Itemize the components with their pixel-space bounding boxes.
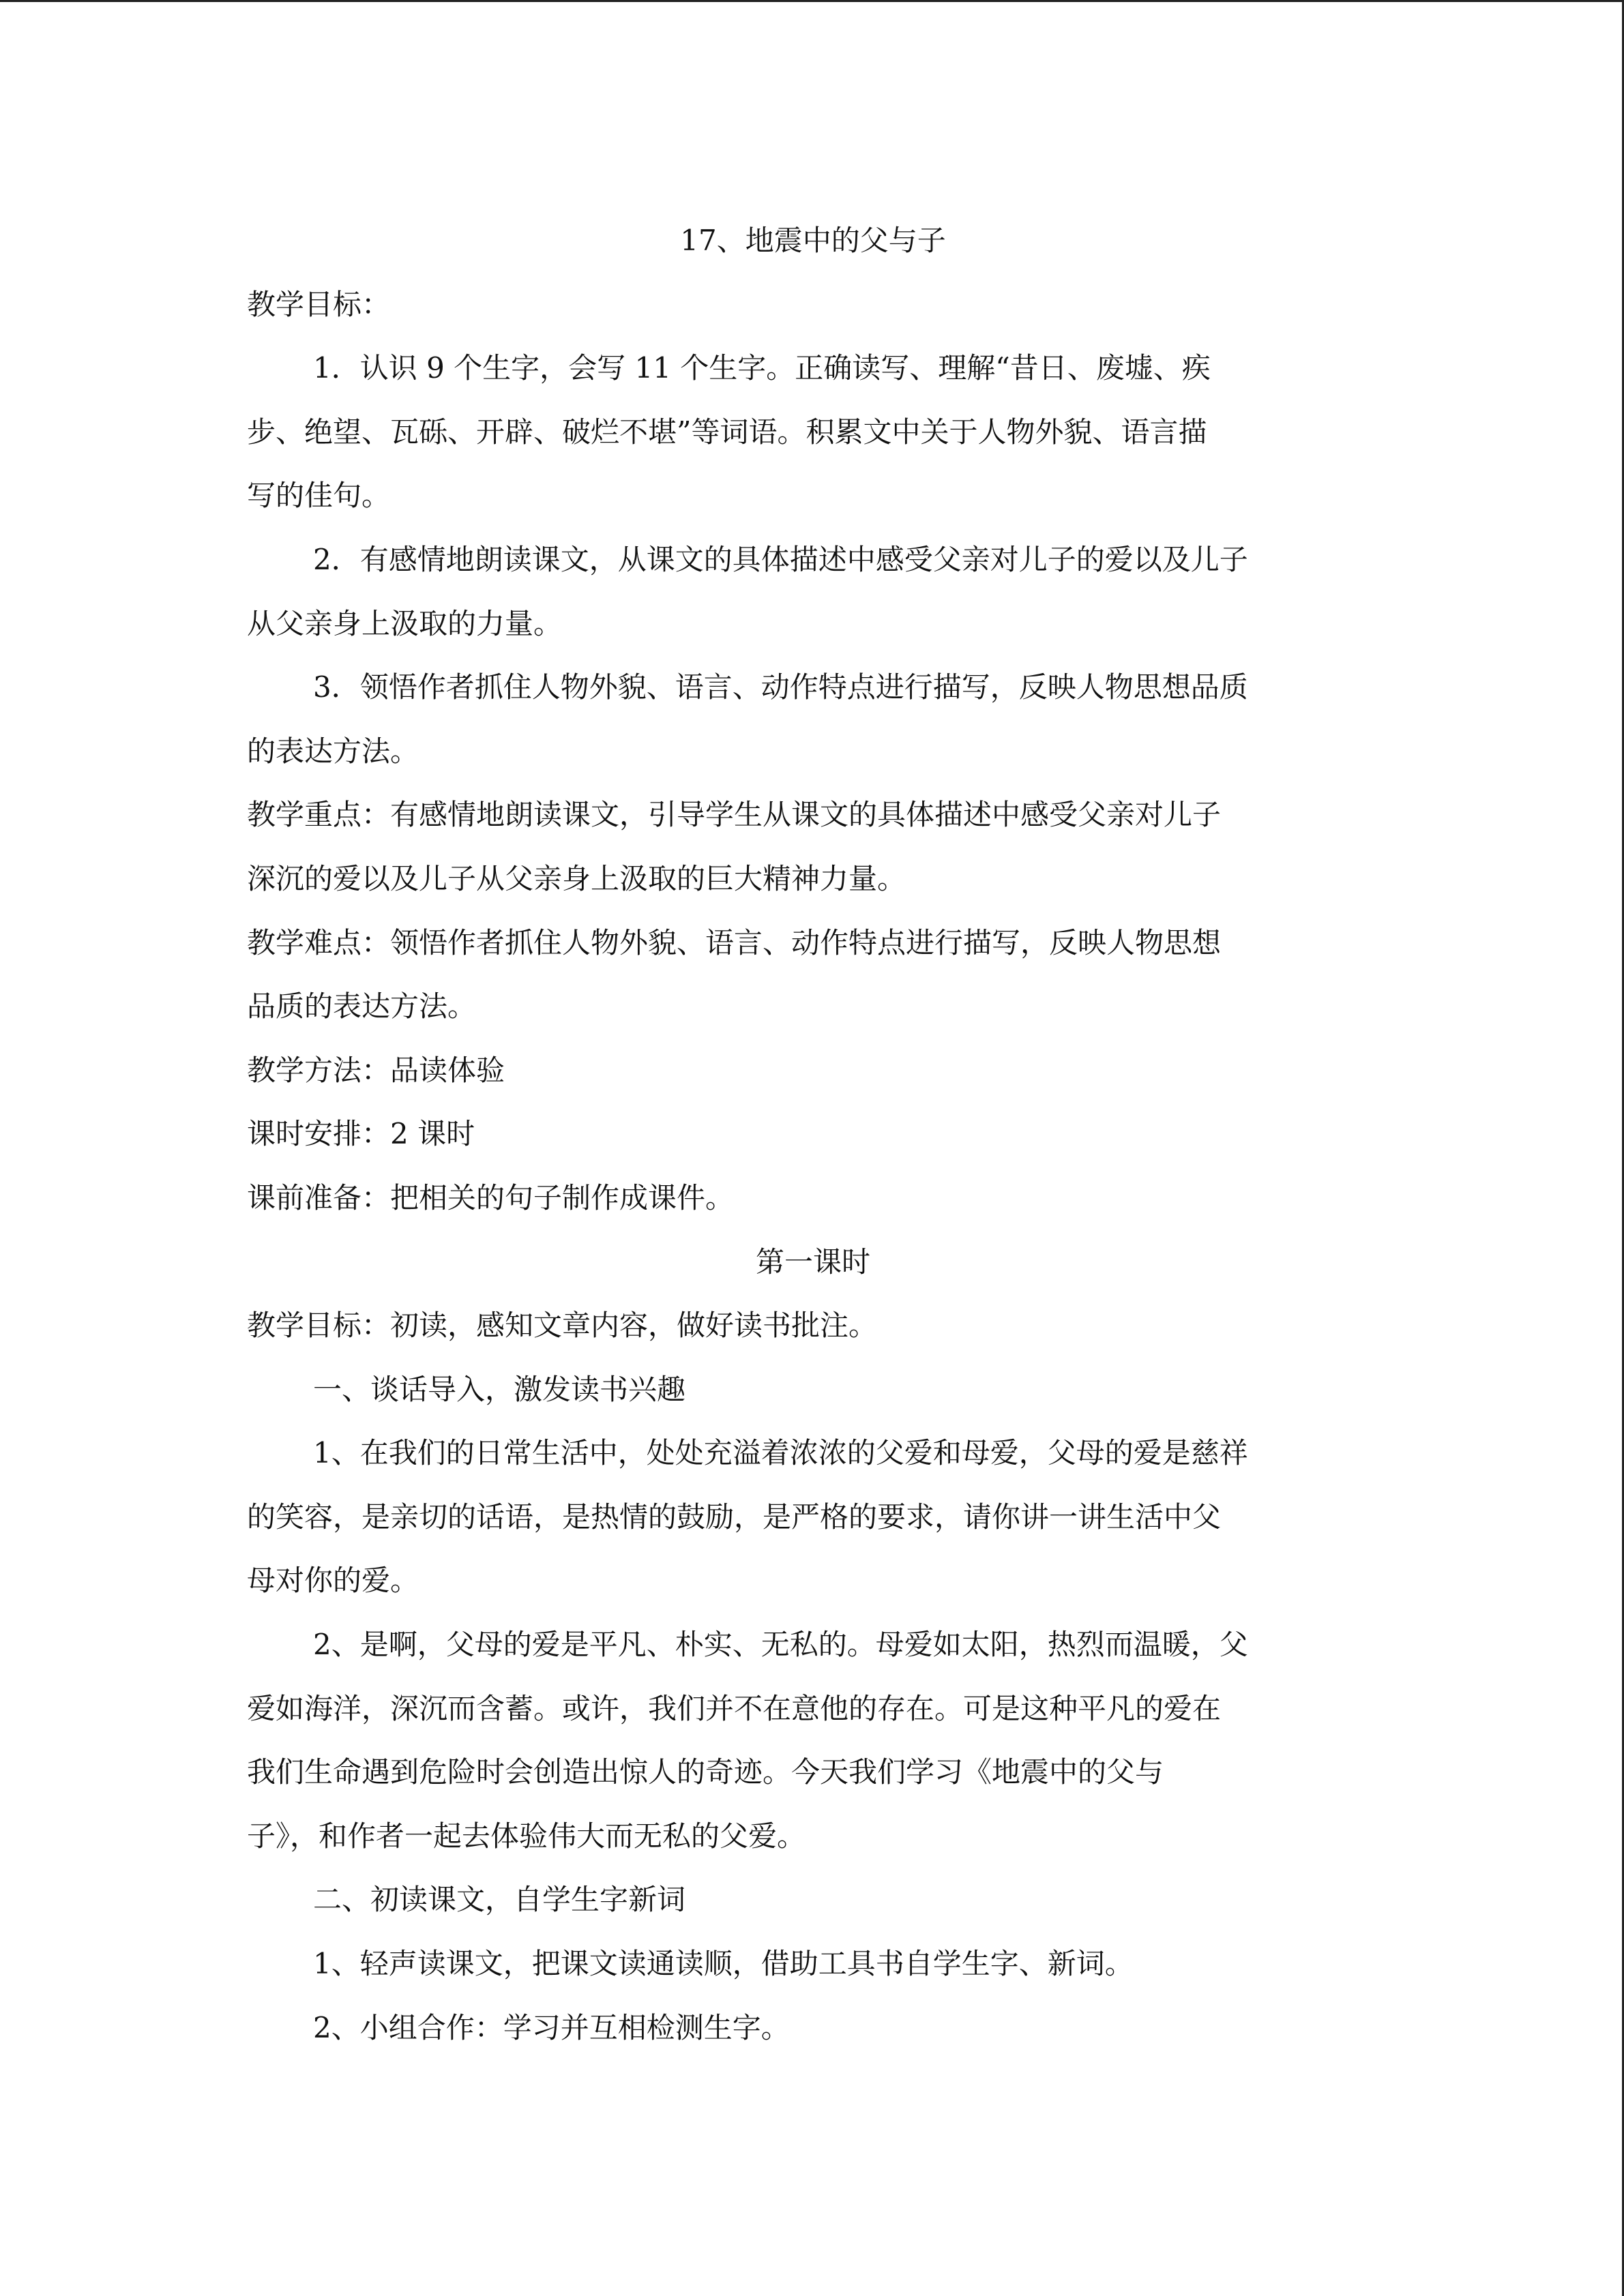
objective-1-line-1: 1．认识 9 个生字，会写 11 个生字。正确读写、理解“昔日、废墟、疾 [313,351,1211,385]
preparation: 课前准备：把相关的句子制作成课件。 [247,1180,735,1214]
objective-3-line-1: 3．领悟作者抓住人物外貌、语言、动作特点进行描写，反映人物思想品质 [313,670,1248,704]
section-1-item-2-line-3: 我们生命遇到危险时会创造出惊人的奇迹。今天我们学习《地震中的父与 [247,1755,1164,1789]
lesson-one-objective: 教学目标：初读，感知文章内容，做好读书批注。 [247,1309,878,1343]
objective-2-line-2: 从父亲身上汲取的力量。 [247,606,563,640]
key-point-line-2: 深沉的爱以及儿子从父亲身上汲取的巨大精神力量。 [247,861,906,895]
objective-2-line-1: 2．有感情地朗读课文，从课文的具体描述中感受父亲对儿子的爱以及儿子 [313,542,1248,576]
objectives-heading: 教学目标： [247,287,391,321]
difficulty-line-2: 品质的表达方法。 [247,989,477,1024]
section-1-item-2-line-1: 2、是啊，父母的爱是平凡、朴实、无私的。母爱如太阳，热烈而温暖，父 [313,1628,1248,1662]
document-title: 17、地震中的父与子 [680,224,946,257]
section-1-item-1-line-1: 1、在我们的日常生活中，处处充溢着浓浓的父爱和母爱，父母的爱是慈祥 [313,1436,1248,1470]
section-1-item-2-line-2: 爱如海洋，深沉而含蓄。或许，我们并不在意他的存在。可是这种平凡的爱在 [247,1691,1222,1725]
lesson-one-heading: 第一课时 [755,1244,870,1279]
objective-1-line-2: 步、绝望、瓦砾、开辟、破烂不堪”等词语。积累文中关于人物外貌、语言描 [247,415,1207,449]
section-2-item-2: 2、小组合作：学习并互相检测生字。 [313,2010,790,2044]
section-2-heading: 二、初读课文，自学生字新词 [313,1883,686,1917]
method: 教学方法：品读体验 [247,1053,505,1087]
section-1-heading: 一、谈话导入，激发读书兴趣 [313,1372,686,1406]
schedule: 课时安排：2 课时 [247,1117,475,1151]
document-lines [247,273,1379,2060]
section-1-item-1-line-3: 母对你的爱。 [247,1564,419,1598]
document-body [247,209,1379,2059]
objective-3-line-2: 的表达方法。 [247,734,419,768]
section-1-item-1-line-2: 的笑容，是亲切的话语，是热情的鼓励，是严格的要求，请你讲一讲生活中父 [247,1500,1222,1534]
section-2-item-1: 1、轻声读课文，把课文读通读顺，借助工具书自学生字、新词。 [313,1947,1134,1981]
difficulty-line-1: 教学难点：领悟作者抓住人物外貌、语言、动作特点进行描写，反映人物思想 [247,925,1222,959]
section-1-item-2-line-4: 子》，和作者一起去体验伟大而无私的父爱。 [247,1819,806,1853]
key-point-line-1: 教学重点：有感情地朗读课文，引导学生从课文的具体描述中感受父亲对儿子 [247,798,1222,832]
objective-1-line-3: 写的佳句。 [247,479,391,513]
